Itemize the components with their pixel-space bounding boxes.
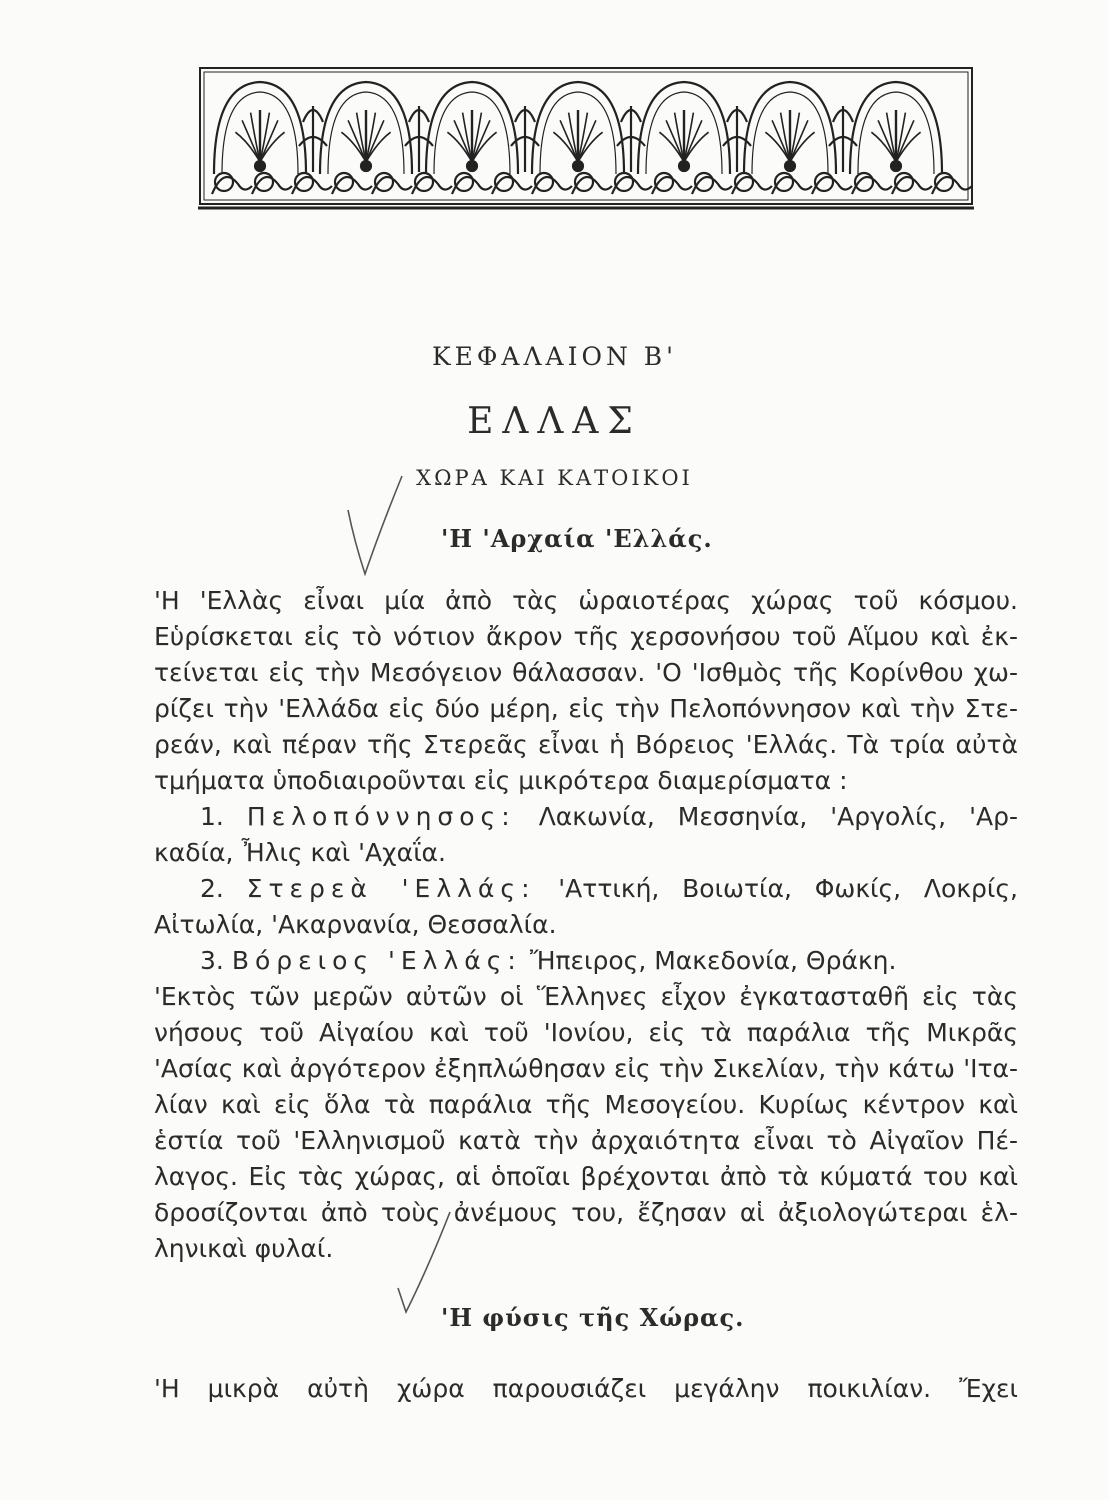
list-number: 2. bbox=[200, 874, 224, 903]
region-name: Βόρειος 'Ελλάς: bbox=[231, 946, 522, 975]
region-name: Πελοπόννησος: bbox=[246, 802, 516, 831]
chapter-title: ΕΛΛΑΣ bbox=[467, 401, 642, 442]
paragraph-line: ρίζει τὴν 'Ελλάδα εἰς δύο μέρη, εἰς τὴν Πελοπόννησον καὶ τὴν Στε- bbox=[154, 694, 1018, 723]
paragraph-line: λίαν καὶ εἰς ὅλα τὰ παράλια τῆς Μεσογείου. Κυρίως κέντρον καὶ bbox=[154, 1090, 1018, 1119]
chapter-number: ΚΕΦΑΛΑΙΟΝ Β' bbox=[431, 342, 678, 371]
paragraph-line: 'Ασίας καὶ ἀργότερον ἐξηπλώθησαν εἰς τὴν Σικελίαν, τὴν κάτω 'Ιτα- bbox=[154, 1054, 1018, 1083]
paragraph-line: νήσους τοῦ Αἰγαίου καὶ τοῦ 'Ιονίου, εἰς τὰ παράλια τῆς Μικρᾶς bbox=[154, 1018, 1018, 1047]
anthemion-ornament bbox=[198, 62, 974, 210]
paragraph-line: ρεάν, καὶ πέραν τῆς Στερεᾶς εἶναι ἡ Βόρειος 'Ελλάς. Τὰ τρία αὐτὰ bbox=[154, 730, 1018, 759]
paragraph-line: 'Εκτὸς τῶν μερῶν αὐτῶν οἱ Ἕλληνες εἶχον ἐγκατασταθῆ εἰς τὰς bbox=[154, 982, 1018, 1011]
paragraph-line: ἑστία τοῦ 'Ελληνισμοῦ κατὰ τὴν ἀρχαιότητα εἶναι τὸ Αἰγαῖον Πέ- bbox=[154, 1126, 1018, 1155]
paragraph-line: δροσίζονται ἀπὸ τοὺς ἀνέμους του, ἔζησαν αἱ ἀξιολογώτεραι ἑλ- bbox=[154, 1198, 1018, 1227]
paragraph-line: τείνεται εἰς τὴν Μεσόγειον θάλασσαν. 'Ο 'Ισθμὸς τῆς Κορίνθου χω- bbox=[154, 658, 1018, 687]
checkmark-icon bbox=[340, 470, 410, 582]
paragraph-line: Εὑρίσκεται εἰς τὸ νότιον ἄκρον τῆς χερσονήσου τοῦ Αἵμου καὶ ἐκ- bbox=[154, 622, 1018, 651]
list-item bbox=[154, 872, 1018, 906]
list-item bbox=[154, 944, 1018, 978]
chapter-subtitle: ΧΩΡΑ ΚΑΙ ΚΑΤΟΙΚΟΙ bbox=[416, 466, 693, 490]
list-item-continued: Αἰτωλία, 'Ακαρνανία, Θεσσαλία. bbox=[154, 910, 557, 939]
section-heading: 'Η 'Αρχαία 'Ελλάς. bbox=[441, 524, 713, 553]
list-item bbox=[154, 800, 1018, 834]
paragraph-line: λαγος. Εἰς τὰς χώρας, αἱ ὁποῖαι βρέχονται ἀπὸ τὰ κύματά του καὶ bbox=[154, 1162, 1018, 1191]
paragraph-line: 'Η 'Ελλὰς εἶναι μία ἀπὸ τὰς ὡραιοτέρας χώρας τοῦ κόσμου. bbox=[154, 586, 1018, 615]
paragraph-line: 'Η μικρὰ αὐτὴ χώρα παρουσιάζει μεγάλην ποικιλίαν. Ἔχει bbox=[154, 1374, 1018, 1403]
list-number: 3. bbox=[200, 946, 224, 975]
paragraph-line: ληνικαὶ φυλαί. bbox=[154, 1234, 334, 1263]
list-item-continued: καδία, Ἦλις καὶ 'Αχαΐα. bbox=[154, 838, 446, 867]
region-name: Στερεὰ 'Ελλάς: bbox=[246, 874, 536, 903]
region-list: Λακωνία, Μεσσηνία, 'Αργολίς, 'Αρ- bbox=[538, 802, 1018, 831]
list-number: 1. bbox=[200, 802, 224, 831]
region-list: Ἤπειρος, Μακεδονία, Θράκη. bbox=[529, 946, 897, 975]
section-heading: 'Η φύσις τῆς Χώρας. bbox=[441, 1303, 745, 1332]
paragraph-line: τμήματα ὑποδιαιροῦνται εἰς μικρότερα διαμερίσματα : bbox=[154, 766, 848, 795]
region-list: 'Αττική, Βοιωτία, Φωκίς, Λοκρίς, bbox=[558, 874, 1018, 903]
